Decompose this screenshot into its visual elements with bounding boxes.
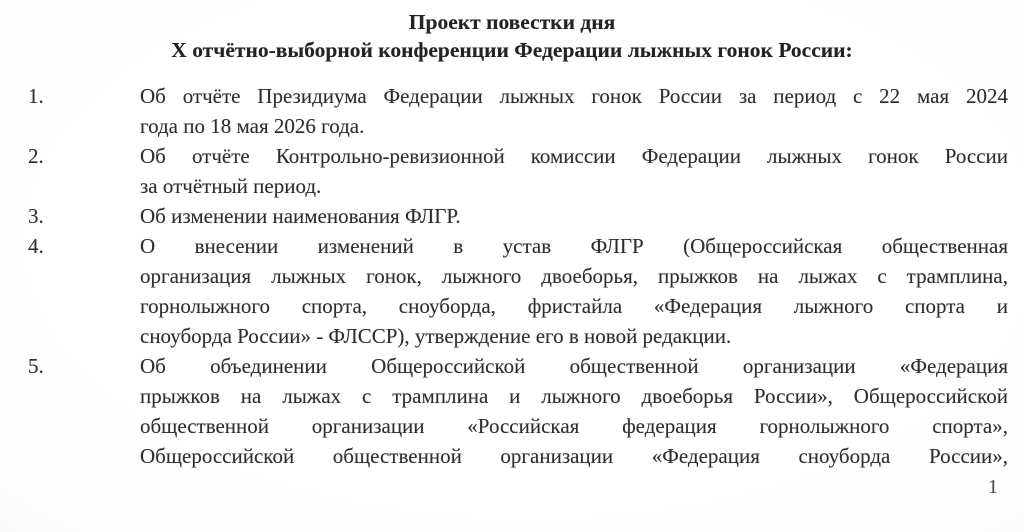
agenda-item-text <box>140 351 1008 471</box>
document-title <box>0 0 1024 64</box>
text-line: Общероссийской общественной организации «Федерация сноуборда России», <box>140 444 1008 468</box>
text-line: сноуборда России» - ФЛССР), утверждение его в новой редакции. <box>140 324 732 348</box>
agenda-item-number: 1. <box>28 84 44 108</box>
text-line: за отчётный период. <box>140 174 322 198</box>
text-line: Об отчёте Контрольно-ревизионной комиссии Федерации лыжных гонок России <box>140 144 1008 168</box>
text-line: горнолыжного спорта, сноуборда, фристайла «Федерация лыжного спорта и <box>140 294 1008 318</box>
document-title-line1: Проект повестки дня <box>408 10 616 34</box>
text-line: прыжков на лыжах с трамплина и лыжного двоеборья России», Общероссийской <box>140 384 1008 408</box>
agenda-list <box>0 81 1024 471</box>
agenda-item-text <box>140 141 1008 201</box>
agenda-item-3 <box>0 201 1024 231</box>
agenda-item-number: 2. <box>28 144 44 168</box>
text-line: организация лыжных гонок, лыжного двоеборья, прыжков на лыжах с трамплина, <box>140 264 1008 288</box>
page-number: 1 <box>988 476 998 498</box>
agenda-item-4 <box>0 231 1024 351</box>
text-line: Об изменении наименования ФЛГР. <box>140 204 461 228</box>
agenda-item-number: 5. <box>28 354 44 378</box>
agenda-item-text <box>140 81 1008 141</box>
agenda-item-number: 4. <box>28 234 44 258</box>
text-line: года по 18 мая 2026 года. <box>140 114 365 138</box>
text-line: общественной организации «Российская федерация горнолыжного спорта», <box>140 414 1008 438</box>
agenda-item-text <box>140 201 1008 231</box>
agenda-item-1 <box>0 81 1024 141</box>
agenda-item-5 <box>0 351 1024 471</box>
text-line: Об объединении Общероссийской общественной организации «Федерация <box>140 354 1008 378</box>
agenda-item-2 <box>0 141 1024 201</box>
agenda-item-number: 3. <box>28 204 44 228</box>
document-title-line2: X отчётно-выборной конференции Федерации лыжных гонок России: <box>171 38 853 62</box>
text-line: Об отчёте Президиума Федерации лыжных гонок России за период с 22 мая 2024 <box>140 84 1008 108</box>
text-line: О внесении изменений в устав ФЛГР (Общероссийская общественная <box>140 234 1008 258</box>
agenda-item-text <box>140 231 1008 351</box>
